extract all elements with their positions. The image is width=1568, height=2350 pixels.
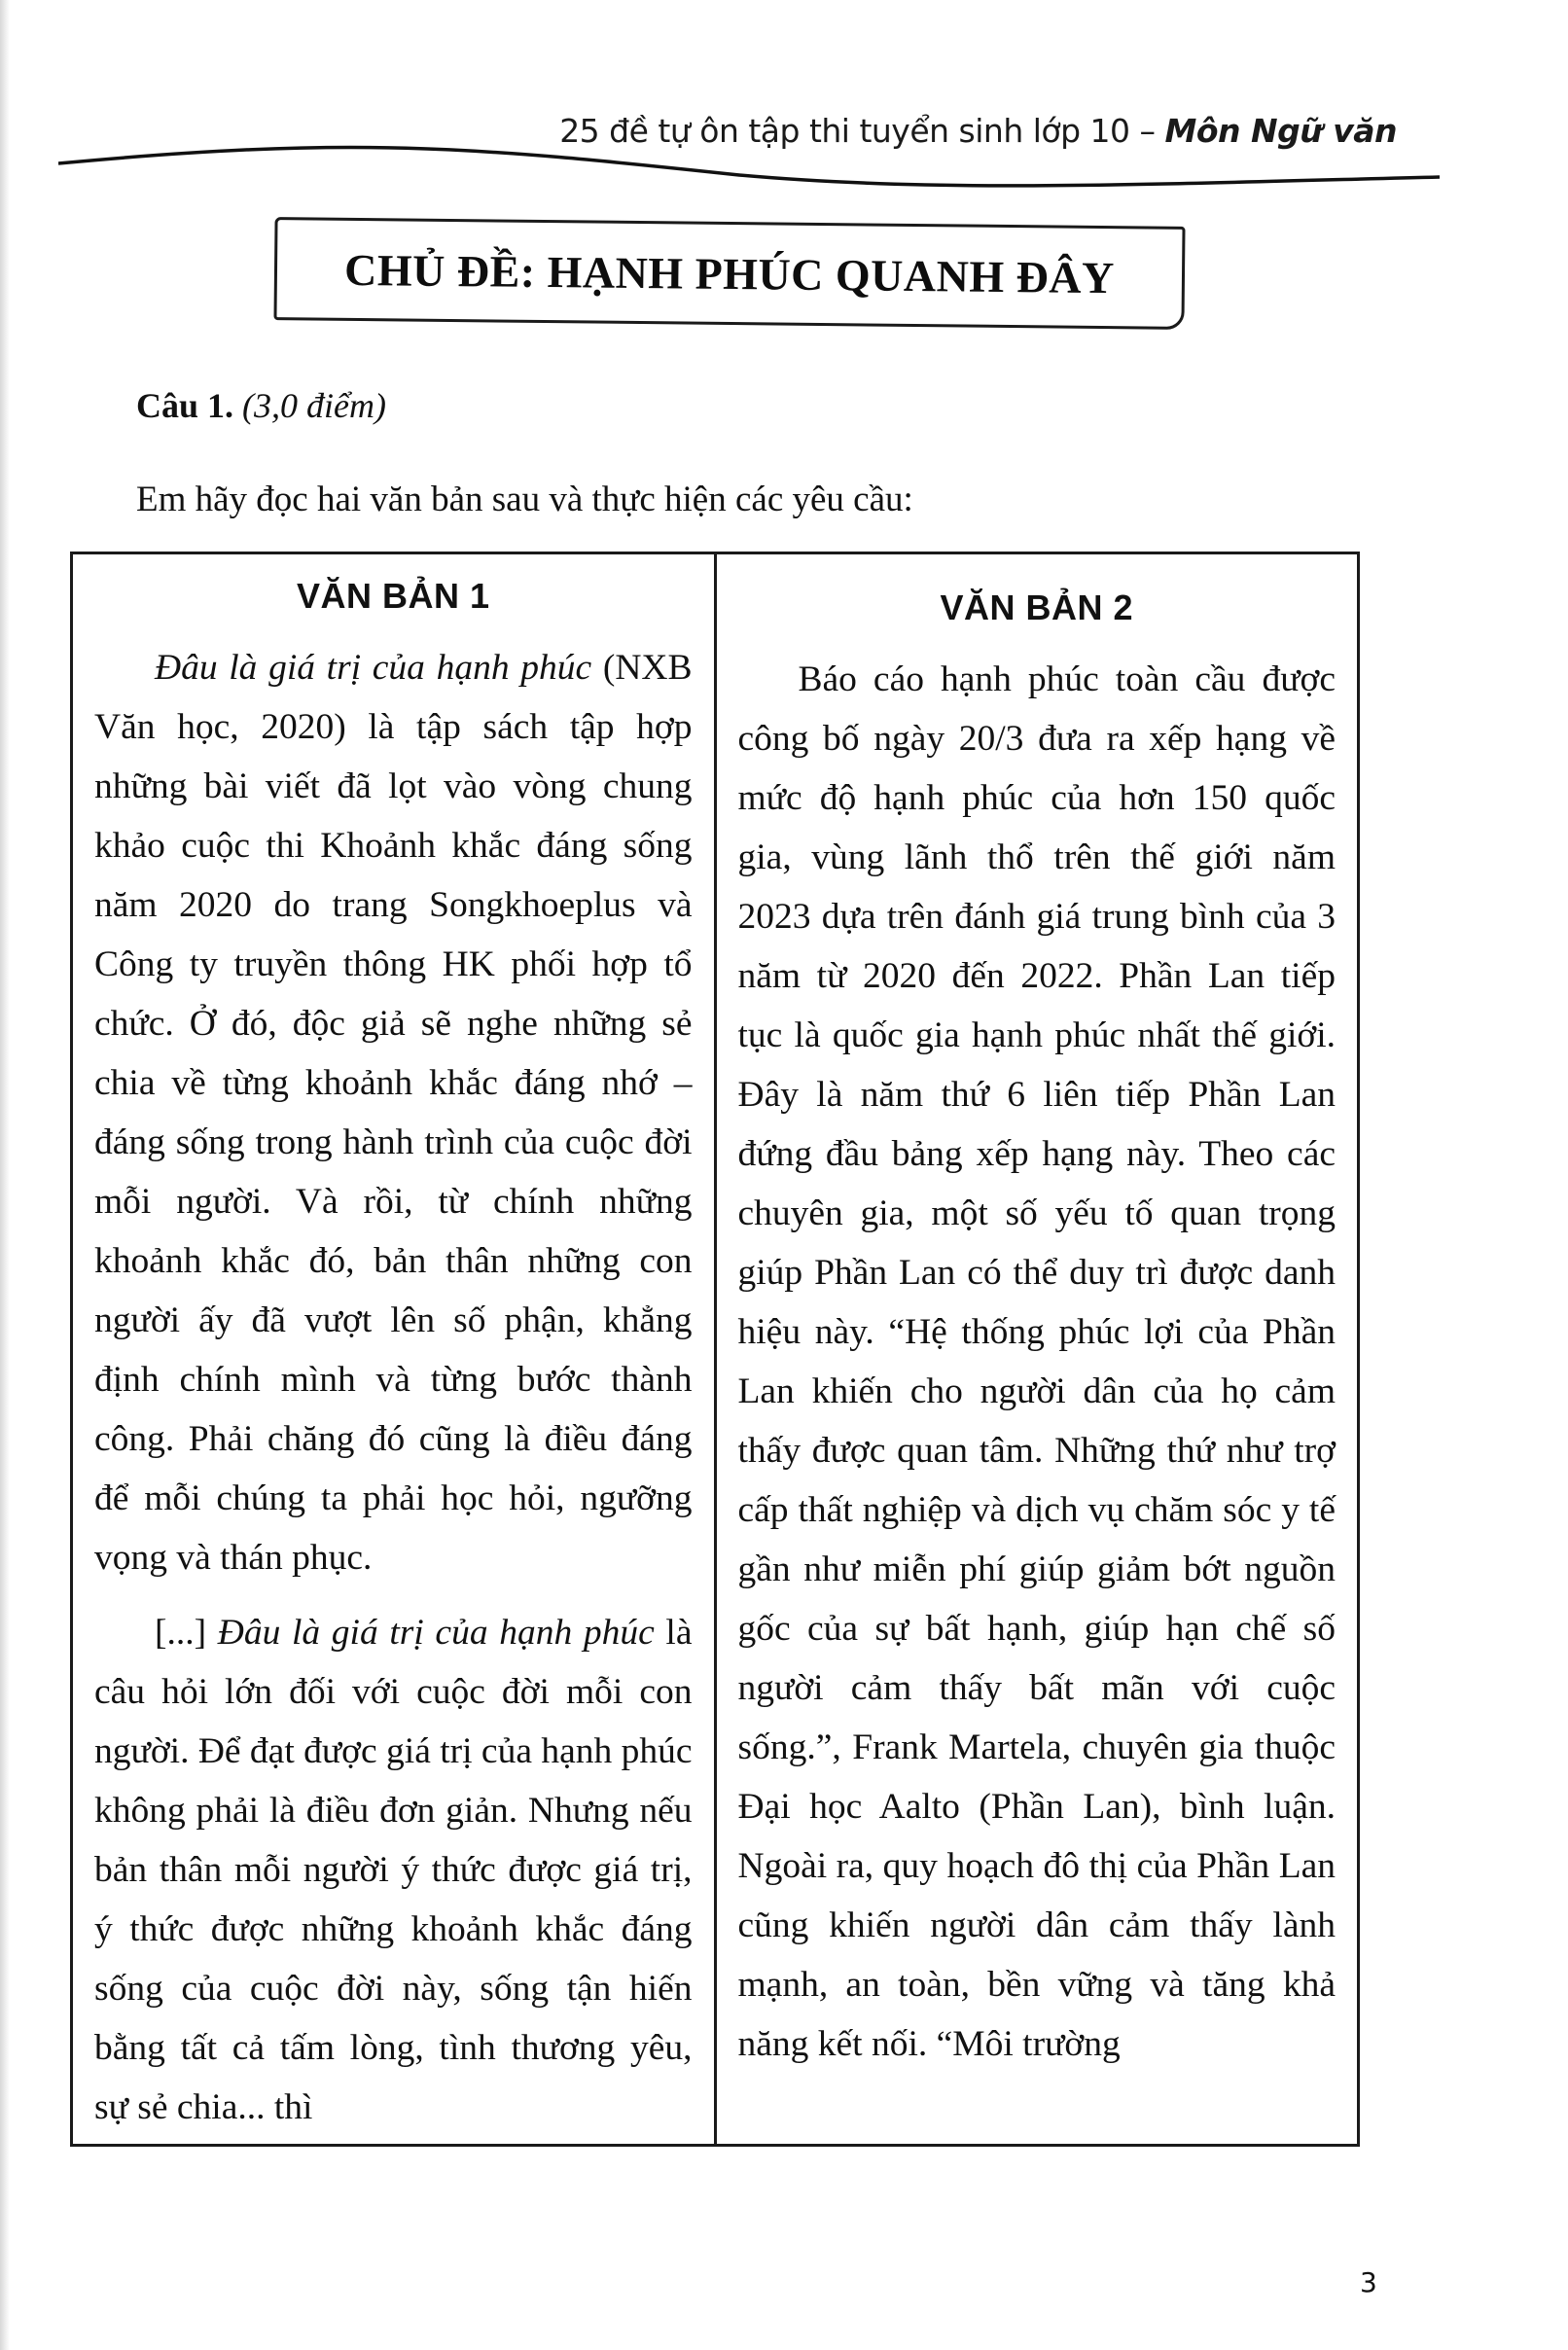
topic-box [273, 217, 1185, 330]
paragraph-body: Báo cáo hạnh phúc toàn cầu được công bố ngày 20/3 đưa ra xếp hạng về mức độ hạnh phúc của hơn 150 quốc gia, vùng lãnh thổ trên thế giới năm 2023 dựa trên đánh giá trung bình của 3 năm từ 2020 đến 2022. Phần Lan tiếp tục là quốc gia hạnh phúc nhất thế giới. Đây là năm thứ 6 liên tiếp Phần Lan đứng đầu bảng xếp hạng này. Theo các chuyên gia, một số yếu tố quan trọng giúp Phần Lan có thể duy trì được danh hiệu này. “Hệ thống phúc lợi của Phần Lan khiến cho người dân của họ cảm thấy được quan tâm. Những thứ như trợ cấp thất nghiệp và dịch vụ chăm sóc y tế gần như miễn phí giúp giảm bớt nguồn gốc của sự bất hạnh, giúp hạn chế số người cảm thấy bất mãn với cuộc sống.”, Frank Martela, chuyên gia thuộc Đại học Aalto (Phần Lan), bình luận. Ngoài ra, quy hoạch đô thị của Phần Lan cũng khiến người dân cảm thấy lành mạnh, an toàn, bền vững và tăng khả năng kết nối. “Môi trường [737, 659, 1336, 2064]
question-instruction: Em hãy đọc hai văn bản sau và thực hiện các yêu cầu: [136, 480, 913, 519]
book-title-italic: Đâu là giá trị của hạnh phúc [155, 648, 592, 688]
text-1-column [73, 554, 717, 2144]
question-points: (3,0 điểm) [242, 386, 386, 425]
text-2-column [717, 554, 1358, 2144]
text-1-title: VĂN BẢN 1 [296, 576, 490, 616]
text-1-paragraph [94, 638, 693, 1587]
paragraph-body: (NXB Văn học, 2020) là tập sách tập hợp những bài viết đã lọt vào vòng chung khảo cuộc thi Khoảnh khắc đáng sống năm 2020 do trang Songkhoeplus và Công ty truyền thông HK phối hợp tổ chức. Ở đó, độc giả sẽ nghe những sẻ chia về từng khoảnh khắc đáng nhớ – đáng sống trong hành trình của cuộc đời mỗi người. Và rồi, từ chính những khoảnh khắc đó, bản thân những con người ấy đã vượt lên số phận, khẳng định chính mình và từng bước thành công. Phải chăng đó cũng là điều đáng để mỗi chúng ta phải học hỏi, ngưỡng vọng và thán phục. [94, 648, 693, 1578]
book-title-italic: Đâu là giá trị của hạnh phúc [217, 1613, 655, 1653]
subject-name: Môn Ngữ văn [1164, 112, 1397, 150]
topic-title: CHỦ ĐỀ: HẠNH PHÚC QUANH ĐÂY [343, 244, 1116, 303]
page-edge-shadow [0, 0, 10, 2350]
text-2-paragraph [738, 650, 1336, 2074]
header-rule [58, 136, 1440, 195]
text-2-title: VĂN BẢN 2 [940, 588, 1134, 627]
page-number: 3 [1360, 2266, 1377, 2298]
question-label: Câu 1. [136, 386, 234, 425]
reading-texts-table [70, 552, 1360, 2147]
paragraph-body: là câu hỏi lớn đối với cuộc đời mỗi con người. Để đạt được giá trị của hạnh phúc không phải là điều đơn giản. Nhưng nếu bản thân mỗi người ý thức được giá trị, ý thức được những khoảnh khắc đáng sống của cuộc đời này, sống tận hiến bằng tất cả tấm lòng, tình thương yêu, sự sẻ chia... thì [94, 1613, 693, 2127]
ellipsis-prefix: [...] [155, 1613, 218, 1653]
question-heading [136, 385, 386, 426]
book-title: 25 đề tự ôn tập thi tuyển sinh lớp 10 – [559, 112, 1165, 150]
text-1-paragraph [94, 1603, 693, 2137]
